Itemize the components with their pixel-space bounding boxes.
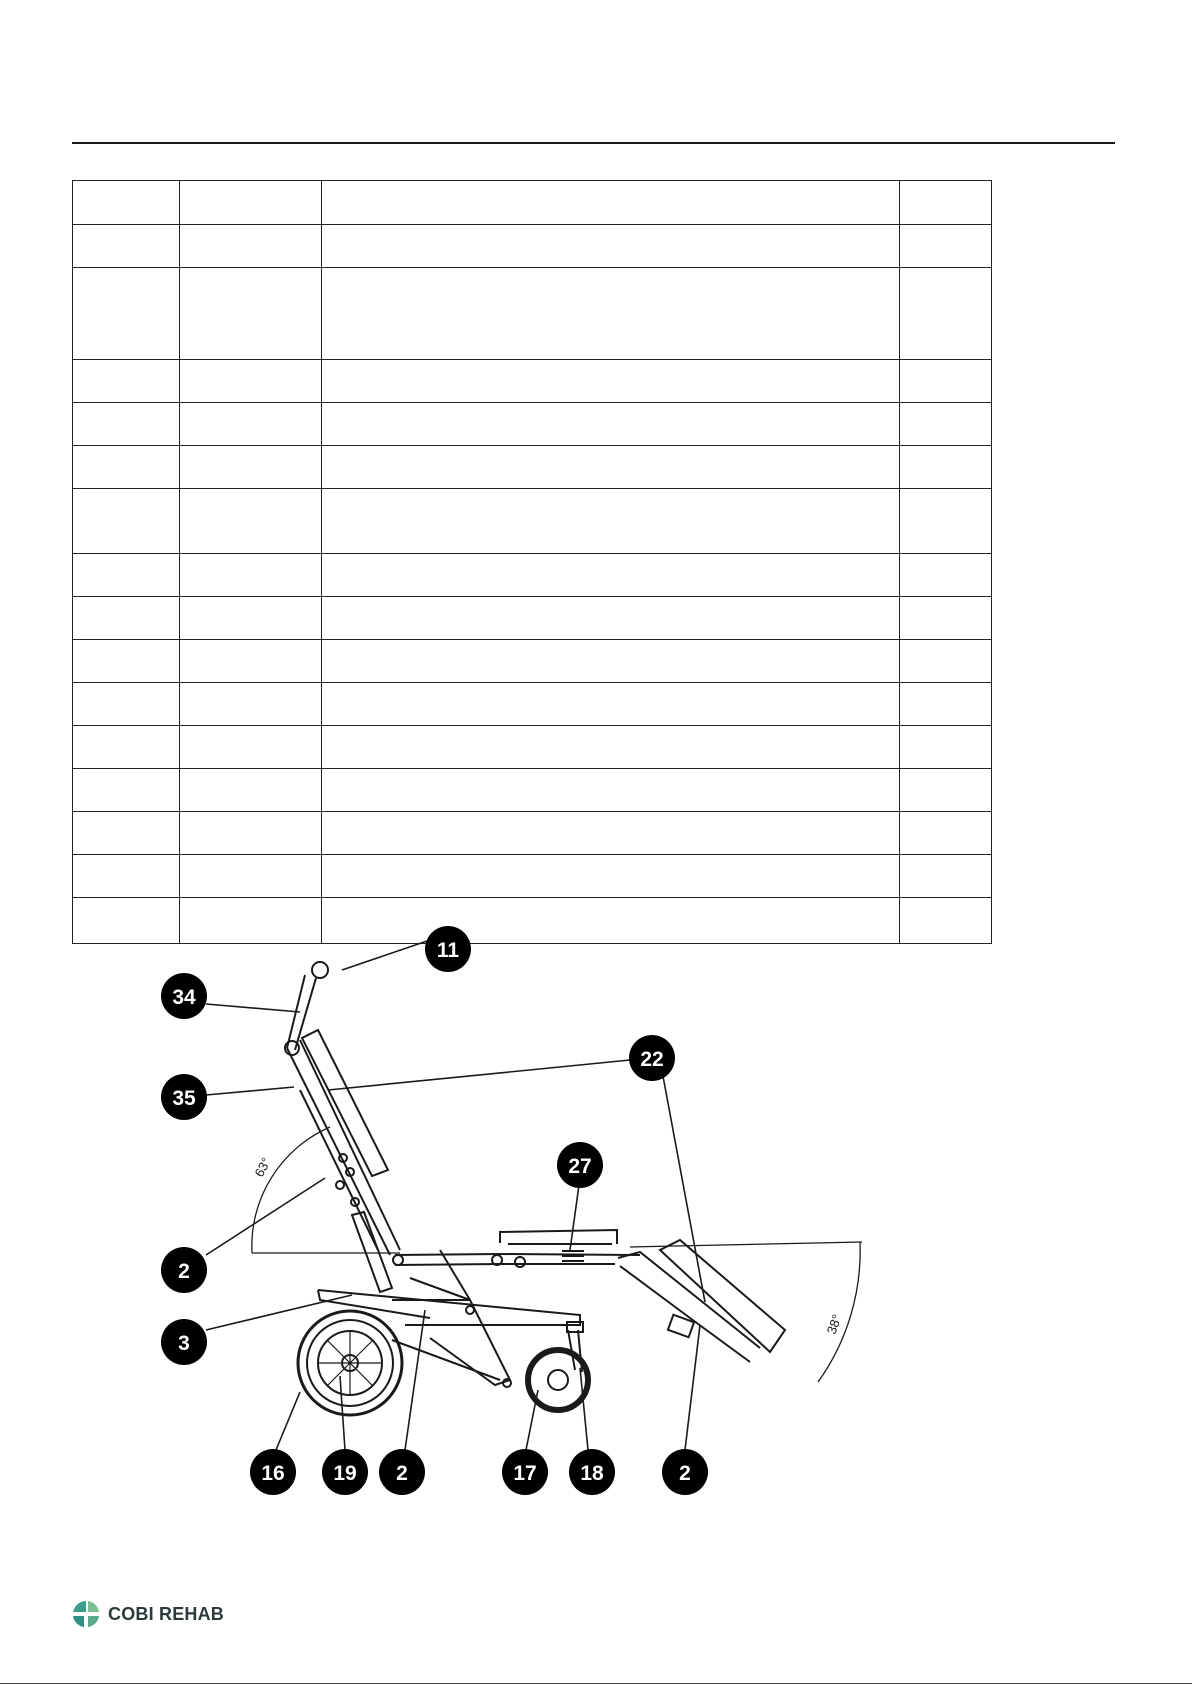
table-cell (180, 446, 322, 489)
callout-label: 35 (172, 1087, 196, 1110)
table-cell (180, 597, 322, 640)
table-cell (180, 489, 322, 554)
callout-34 (161, 973, 207, 1019)
callout-label: 18 (580, 1462, 604, 1485)
table-cell (322, 225, 900, 268)
table-cell (180, 855, 322, 898)
table-row (73, 403, 992, 446)
table-cell (73, 683, 180, 726)
callout-label: 11 (436, 939, 460, 962)
backrest-angle-arc (252, 1127, 330, 1253)
headrest-knob (312, 962, 328, 978)
table-cell (900, 225, 992, 268)
callout-label: 17 (513, 1462, 537, 1485)
table-row (73, 268, 992, 360)
legrest-pad (660, 1240, 785, 1352)
table-cell (180, 640, 322, 683)
table-cell (73, 640, 180, 683)
seat-cushion (500, 1230, 617, 1244)
table-cell (900, 855, 992, 898)
table-row (73, 554, 992, 597)
table-cell (322, 855, 900, 898)
table-cell (180, 403, 322, 446)
table-cell (73, 554, 180, 597)
push-handle (295, 978, 316, 1050)
backrest-tube (287, 1048, 390, 1255)
table-cell (900, 640, 992, 683)
callout-22 (629, 1035, 675, 1081)
callout-label: 19 (333, 1462, 357, 1485)
header-rule (72, 142, 1115, 144)
table-cell (322, 268, 900, 360)
table-cell (900, 403, 992, 446)
table-cell (180, 268, 322, 360)
table-row (73, 597, 992, 640)
table-cell (73, 855, 180, 898)
table-cell (900, 769, 992, 812)
table-cell (73, 360, 180, 403)
table-cell (180, 554, 322, 597)
table-cell (900, 554, 992, 597)
callout-17 (502, 1449, 548, 1495)
table-cell (322, 597, 900, 640)
callout-19 (322, 1449, 368, 1495)
table-cell (180, 726, 322, 769)
callout-11 (425, 926, 471, 972)
callout-label: 2 (679, 1462, 691, 1485)
callout-16 (250, 1449, 296, 1495)
brand-name: COBI REHAB (108, 1604, 225, 1624)
table-row (73, 683, 992, 726)
callout-2 (662, 1449, 708, 1495)
table-cell (73, 268, 180, 360)
table-cell (900, 489, 992, 554)
table-cell (322, 726, 900, 769)
table-cell (322, 403, 900, 446)
callout-18 (569, 1449, 615, 1495)
table-row (73, 446, 992, 489)
table-cell (73, 181, 180, 225)
table-cell (322, 812, 900, 855)
table-cell (900, 181, 992, 225)
front-caster (528, 1350, 588, 1410)
table-cell (73, 225, 180, 268)
table-row (73, 640, 992, 683)
table-cell (180, 181, 322, 225)
table-cell (180, 225, 322, 268)
callout-3 (161, 1319, 207, 1365)
footer-logo (70, 1596, 270, 1632)
table-cell (322, 640, 900, 683)
callout-label: 34 (172, 986, 196, 1009)
table-row (73, 726, 992, 769)
callout-2 (379, 1449, 425, 1495)
table-cell (900, 597, 992, 640)
table-row (73, 812, 992, 855)
parts-table (72, 180, 992, 944)
table-cell (73, 446, 180, 489)
table-row (73, 181, 992, 225)
callout-label: 3 (178, 1332, 190, 1355)
cobi-rehab-logo-icon (70, 1598, 102, 1630)
table-cell (73, 403, 180, 446)
table-cell (322, 181, 900, 225)
table-cell (180, 683, 322, 726)
table-row (73, 855, 992, 898)
table-cell (180, 769, 322, 812)
table-cell (322, 446, 900, 489)
table-cell (322, 360, 900, 403)
wheelchair-diagram (0, 900, 1192, 1520)
callout-35 (161, 1074, 207, 1120)
table-cell (900, 812, 992, 855)
legrest-angle-label: 38° (823, 1312, 845, 1337)
table-cell (900, 726, 992, 769)
backrest-angle-label: 63° (251, 1154, 274, 1180)
callout-label: 2 (396, 1462, 408, 1485)
table-cell (322, 683, 900, 726)
callout-label: 22 (640, 1048, 664, 1071)
callouts (161, 926, 708, 1495)
table-cell (322, 769, 900, 812)
table-cell (73, 769, 180, 812)
legrest-angle-arc (818, 1242, 860, 1382)
table-cell (900, 360, 992, 403)
table-cell (73, 726, 180, 769)
leader-lines (206, 940, 705, 1450)
footer-rule (0, 1683, 1192, 1684)
table-row (73, 769, 992, 812)
callout-label: 16 (261, 1462, 285, 1485)
callout-label: 27 (568, 1155, 592, 1178)
table-row (73, 489, 992, 554)
table-cell (180, 812, 322, 855)
table-cell (73, 597, 180, 640)
table-cell (900, 683, 992, 726)
table-row (73, 360, 992, 403)
table-cell (180, 360, 322, 403)
table-row (73, 225, 992, 268)
table-cell (900, 268, 992, 360)
callout-2 (161, 1247, 207, 1293)
table-cell (73, 489, 180, 554)
table-cell (900, 446, 992, 489)
table-cell (73, 812, 180, 855)
table-cell (322, 489, 900, 554)
wheelchair-frame (285, 962, 785, 1415)
seat-rail (395, 1254, 640, 1255)
callout-27 (557, 1142, 603, 1188)
callout-label: 2 (178, 1260, 190, 1283)
table-cell (322, 554, 900, 597)
